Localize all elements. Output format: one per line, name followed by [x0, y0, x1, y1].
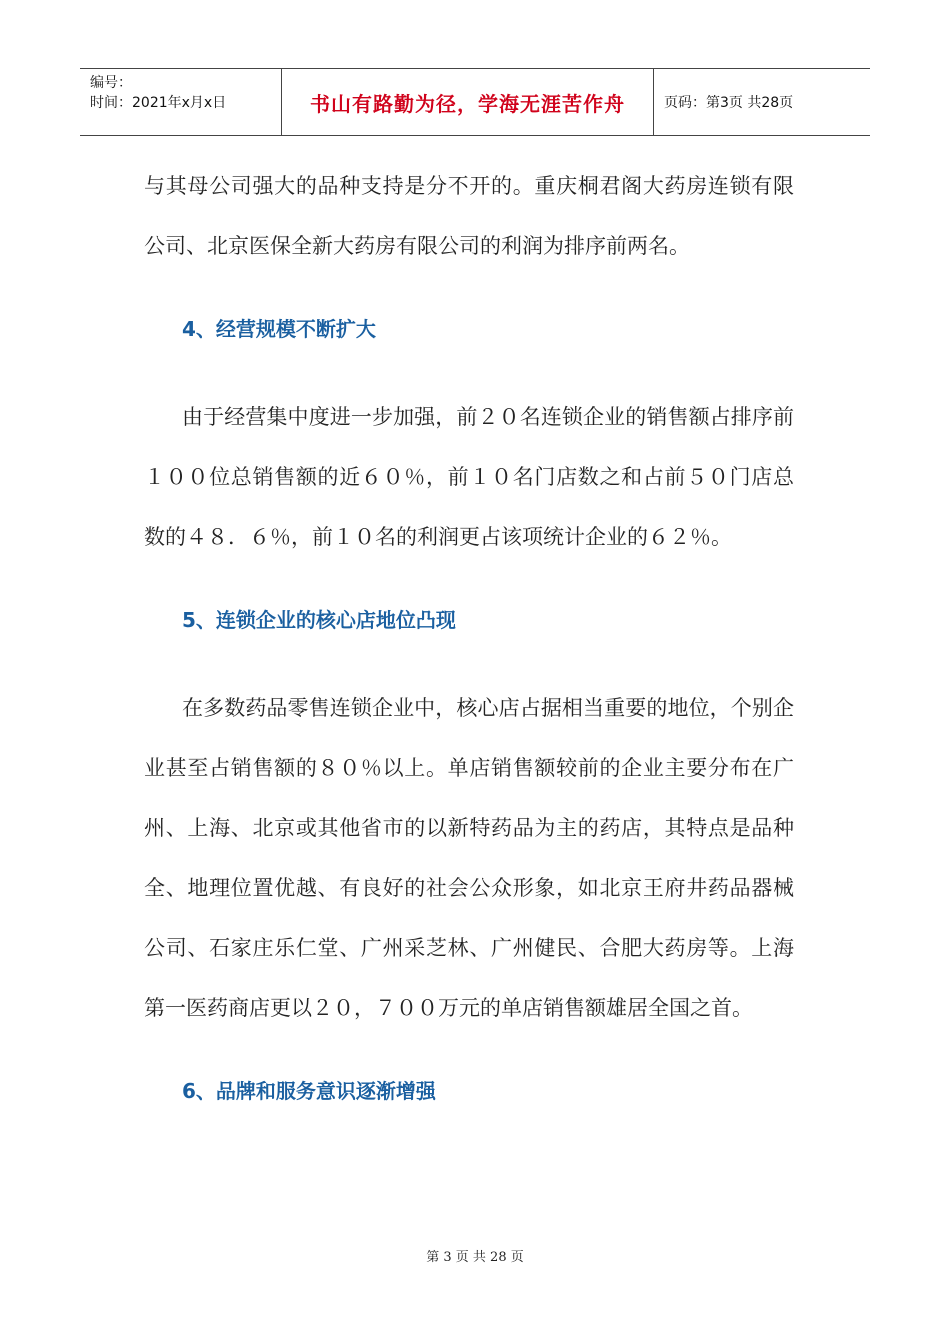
section-heading-6: 6、品牌和服务意识逐渐增强: [182, 1079, 436, 1103]
page-header: [80, 68, 870, 136]
paragraph-1: 与其母公司强大的品种支持是分不开的。重庆桐君阁大药房连锁有限公司、北京医保全新大药房有限公司的利润为排序前两名。: [144, 174, 794, 258]
header-meta: [80, 69, 281, 135]
header-time: 时间：2021年x月x日: [90, 95, 227, 111]
header-motto: 书山有路勤为径，学海无涯苦作舟: [281, 69, 654, 135]
header-number: 编号：: [90, 75, 132, 91]
section-heading-4: 4、经营规模不断扩大: [182, 317, 376, 341]
document-body: [144, 156, 794, 1106]
header-page-info: 页码：第3页 共28页: [664, 95, 794, 111]
section-heading-5: 5、连锁企业的核心店地位凸现: [182, 608, 456, 632]
paragraph-3: 在多数药品零售连锁企业中，核心店占据相当重要的地位，个别企业甚至占销售额的８０％以上。单店销售额较前的企业主要分布在广州、上海、北京或其他省市的以新特药品为主的药店，其特点是品种全、地理位置优越、有良好的社会公众形象，如北京王府井药品器械公司、石家庄乐仁堂、广州采芝林、广州健民、合肥大药房等。上海第一医药商店更以２０，７００万元的单店销售额雄居全国之首。: [144, 696, 794, 1020]
paragraph-2: 由于经营集中度进一步加强，前２０名连锁企业的销售额占排序前１００位总销售额的近６０％，前１０名门店数之和占前５０门店总数的４８．６％，前１０名的利润更占该项统计企业的６２％。: [144, 405, 794, 549]
page-footer: 第 3 页 共 28 页: [426, 1250, 524, 1265]
